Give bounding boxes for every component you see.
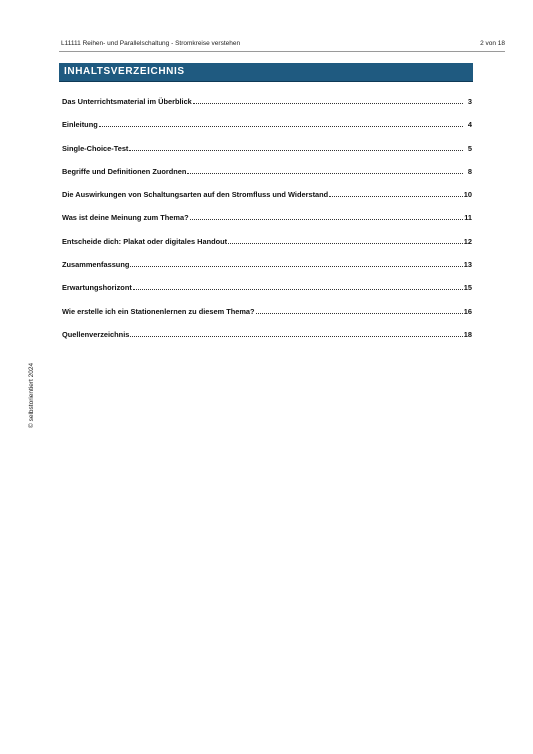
toc-leader-dots <box>190 218 463 220</box>
toc-entry-label: Wie erstelle ich ein Stationenlernen zu diesem Thema? <box>62 306 255 316</box>
toc-leader-dots <box>193 102 463 104</box>
toc-entry-opinion[interactable] <box>62 210 472 222</box>
page-header <box>61 40 505 50</box>
toc-leader-dots <box>228 242 463 244</box>
toc-entry-circuit-effects[interactable] <box>62 187 472 199</box>
toc-leader-dots <box>130 335 462 337</box>
toc-entry-single-choice-test[interactable] <box>62 141 472 153</box>
toc-entry-expectations[interactable] <box>62 280 472 292</box>
header-divider <box>59 51 505 52</box>
toc-entry-definitions[interactable] <box>62 164 472 176</box>
toc-entry-station-learning[interactable] <box>62 304 472 316</box>
toc-entry-label: Was ist deine Meinung zum Thema? <box>62 213 189 223</box>
toc-entry-sources[interactable] <box>62 327 472 339</box>
toc-entry-page: 13 <box>463 260 472 270</box>
toc-entry-summary[interactable] <box>62 257 472 269</box>
toc-entry-label: Zusammenfassung <box>62 260 130 270</box>
toc-entry-page: 3 <box>467 97 472 106</box>
toc-title-bar <box>59 63 473 82</box>
toc-entry-label: Das Unterrichtsmaterial im Überblick <box>62 97 192 106</box>
toc-entry-label: Begriffe und Definitionen Zuordnen <box>62 166 187 176</box>
toc-entry-page: 5 <box>467 143 472 153</box>
toc-entry-page: 11 <box>464 213 472 223</box>
toc-entry-poster-or-handout[interactable] <box>62 234 472 246</box>
toc-list <box>62 94 472 350</box>
toc-entry-page: 15 <box>463 283 472 293</box>
toc-leader-dots <box>329 195 463 197</box>
toc-entry-page: 8 <box>467 166 472 176</box>
document-title: L11111 Reihen- und Parallelschaltung - Stromkreise verstehen <box>61 40 241 47</box>
toc-entry-label: Die Auswirkungen von Schaltungsarten auf den Stromfluss und Widerstand <box>62 190 329 200</box>
toc-entry-page: 4 <box>467 120 472 130</box>
toc-leader-dots <box>187 172 463 174</box>
toc-entry-label: Single-Choice-Test <box>62 143 129 153</box>
toc-entry-page: 10 <box>463 190 472 200</box>
toc-leader-dots <box>256 312 463 314</box>
toc-title: INHALTSVERZEICHNIS <box>64 66 185 77</box>
page-indicator: 2 von 18 <box>480 40 505 47</box>
toc-entry-overview[interactable] <box>62 94 472 106</box>
copyright-note: © selbstorientiert 2024 <box>28 362 35 428</box>
toc-entry-page: 18 <box>463 329 472 339</box>
toc-leader-dots <box>130 265 462 267</box>
toc-entry-page: 12 <box>463 236 472 246</box>
toc-leader-dots <box>133 288 463 290</box>
toc-entry-label: Entscheide dich: Plakat oder digitales Handout <box>62 236 228 246</box>
toc-entry-introduction[interactable] <box>62 117 472 129</box>
toc-entry-label: Quellenverzeichnis <box>62 329 130 339</box>
toc-entry-page: 16 <box>463 306 472 316</box>
toc-leader-dots <box>99 125 463 127</box>
toc-entry-label: Einleitung <box>62 120 98 130</box>
toc-entry-label: Erwartungshorizont <box>62 283 132 293</box>
toc-leader-dots <box>129 149 463 151</box>
